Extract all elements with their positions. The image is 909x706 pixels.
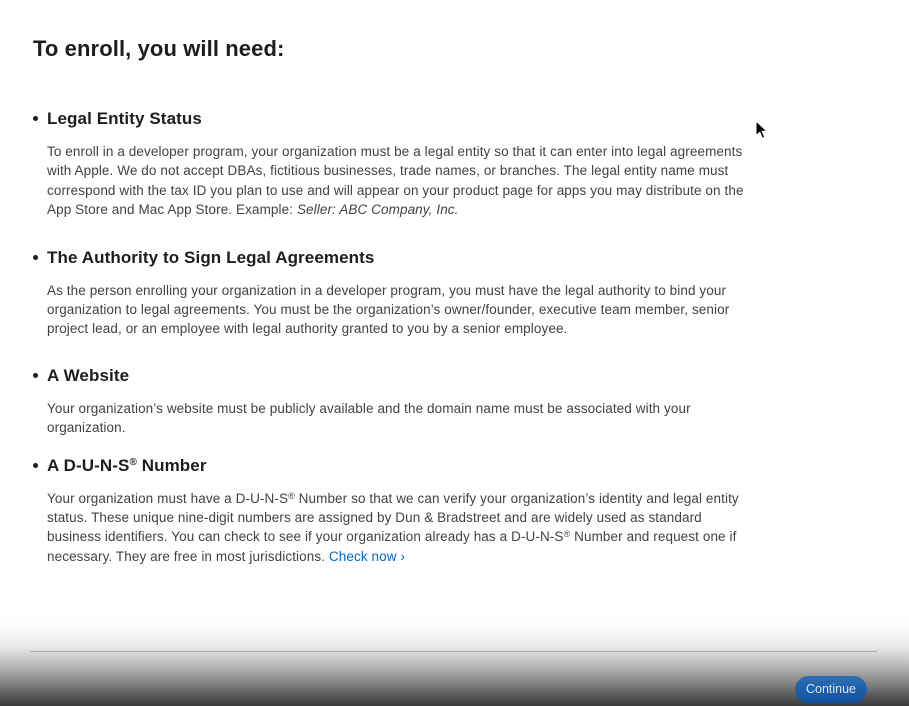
requirements-list — [33, 108, 909, 566]
registered-trademark-symbol: ® — [563, 529, 571, 540]
section-body-legal-entity-status — [47, 142, 747, 220]
footer-divider — [30, 651, 877, 652]
continue-button[interactable]: Continue — [795, 676, 867, 703]
section-body-website: Your organization’s website must be publicly available and the domain name must be associated with your organization. — [47, 400, 691, 436]
bullet-icon — [33, 373, 38, 378]
bullet-icon — [33, 463, 38, 468]
body-text: Number and request one if necessary. They are free in most jurisdictions. — [47, 529, 737, 564]
body-text: Your organization must have a D-U-N-S — [47, 490, 289, 506]
page-title: To enroll, you will need: — [33, 36, 285, 61]
section-heading-duns-number — [47, 455, 747, 476]
body-text: To enroll in a developer program, your organization must be a legal entity so that it can enter into legal agreements with Apple. We do not accept DBAs, fictitious businesses, trade names, or branches. The legal entity name must correspond with the tax ID you plan to use and will appear on your product page for apps you may distribute on the App Store and Mac App Store. Example: — [47, 144, 744, 218]
registered-trademark-symbol: ® — [288, 490, 295, 501]
section-heading-authority-to-sign: The Authority to Sign Legal Agreements — [47, 247, 375, 267]
section-heading-website: A Website — [47, 365, 130, 385]
registered-trademark-symbol: ® — [129, 456, 137, 468]
footer-bar — [0, 610, 909, 706]
heading-text: Number — [136, 455, 207, 475]
list-item-authority-to-sign — [33, 247, 747, 339]
list-item-duns-number — [33, 455, 747, 567]
heading-text: A D-U-N-S — [47, 455, 130, 475]
list-item-website — [33, 365, 747, 438]
bullet-icon — [33, 116, 38, 121]
bullet-icon — [33, 255, 38, 260]
section-body-authority-to-sign: As the person enrolling your organization in a developer program, you must have the legal authority to bind your organization to legal agreements. You must be the organization’s owner/founder, executive team member, senior project lead, or an employee with legal authority granted to you by a senior employee. — [47, 282, 730, 337]
section-body-duns-number — [47, 489, 747, 567]
check-now-link[interactable]: Check now › — [328, 548, 406, 564]
section-heading-legal-entity-status: Legal Entity Status — [47, 109, 202, 128]
seller-example-text: Seller: ABC Company, Inc. — [296, 202, 459, 218]
list-item-legal-entity-status — [33, 108, 747, 220]
body-text: Number so that we can verify your organization’s identity and legal entity status. These unique nine-digit numbers are assigned by Dun & Bradstreet and are widely used as standard business identifiers. You can check to see if your organization already has a D-U-N-S — [47, 490, 739, 545]
